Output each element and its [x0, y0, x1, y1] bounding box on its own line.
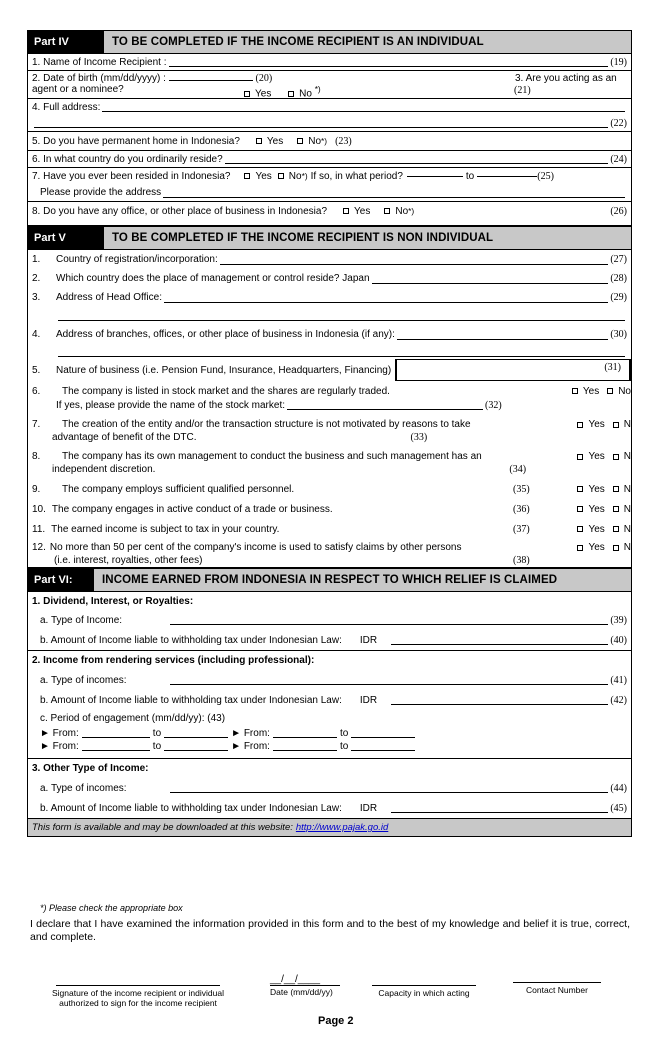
q-country-reside: 6. In what country do you ordinarily reside? (24)	[28, 150, 631, 167]
personnel-yes-checkbox[interactable]	[577, 486, 583, 492]
registration-country-input[interactable]	[220, 255, 609, 265]
country-reside-input[interactable]	[225, 154, 609, 164]
branches-input-2[interactable]	[58, 347, 625, 357]
branches-input[interactable]	[397, 330, 608, 340]
p6-s3b: b. Amount of Income liable to withholding tax under Indonesian Law: IDR (45)	[40, 802, 627, 814]
p5-q7: 7. The creation of the entity and/or the transaction structure is not motivated by reasons to take Yes N	[32, 419, 631, 430]
signature-block: Signature of the income recipient or individual authorized to sign for the income recipient	[48, 985, 228, 1008]
contact-block: Contact Number	[513, 982, 601, 995]
nature-business-input[interactable]: (31)	[395, 359, 631, 381]
q-resided: 7. Have you ever been resided in Indonesia? Yes No *) If so, in what period? to (25)	[28, 167, 631, 184]
resided-no-checkbox[interactable]	[278, 173, 284, 179]
trade-no-checkbox[interactable]	[613, 506, 619, 512]
head-office-input[interactable]	[164, 293, 608, 303]
p5-q5: 5. Nature of business (i.e. Pension Fund, Insurance, Headquarters, Financing) (31)	[28, 359, 631, 381]
part4-tag: Part IV	[28, 31, 104, 53]
p6-s3a: a. Type of incomes: (44)	[40, 782, 627, 794]
page-number: Page 2	[318, 1015, 354, 1027]
p5-q8: 8. The company has its own management to conduct the business and such management has an Yes N	[32, 451, 631, 462]
p6-s1: 1. Dividend, Interest, or Royalties:	[32, 595, 194, 607]
stock-market-input[interactable]	[287, 400, 483, 410]
q-address: 4. Full address:	[28, 98, 631, 115]
date-input[interactable]: __/__/____	[270, 974, 321, 985]
part5-body: 1. Country of registration/incorporation: (27) 2. Which country does the place of management or control reside? Japan (28) 3. Address of Head Office: (29) 4. Address of branches, offices, or other place of business in Indonesia (if any): (30) 5. Nature of business (i.e. Pension Fund, Insurance, Headquarters, Financing) (31) 6. The company is listed in stock market and the shares are regularly traded. Yes No If yes, please provide the name of the stock market: (32) 7. The creation of the entity and/or the transaction structure is not motivated by reasons to take Yes N advantage of benefit of the DTC. (33) 8. The company has its own management to conduct the business and such management has an Yes N independent discretion. (34) 9. The company employs sufficient qualified personnel. (35) Yes N 10. The company engages in active conduct of a trade or business. (36) Yes N 11. The earned income is subject to tax in your country. (37) Yes N 12. No more than 50 per cent of the company's income is used to satisfy claims by other persons Yes N (i.e. interest, royalties, other fees) (38)	[27, 249, 632, 568]
capacity-line[interactable]	[372, 985, 476, 986]
checkbox-note: *) Please check the appropriate box	[40, 903, 183, 913]
q-office: 8. Do you have any office, or other place of business in Indonesia? Yes No *) (26)	[28, 201, 631, 220]
other-type-input[interactable]	[170, 783, 608, 793]
p6-s1b: b. Amount of Income liable to withholding tax under Indonesian Law: IDR (40)	[40, 634, 627, 646]
listed-yes-checkbox[interactable]	[572, 388, 578, 394]
capacity-block: Capacity in which acting	[372, 985, 476, 998]
address-input-2[interactable]	[34, 118, 608, 128]
part5-header	[27, 226, 632, 249]
p6-s1a: a. Type of Income: (39)	[40, 614, 627, 626]
claims-yes-checkbox[interactable]	[577, 545, 583, 551]
trade-yes-checkbox[interactable]	[577, 506, 583, 512]
taxed-yes-checkbox[interactable]	[577, 526, 583, 532]
p5-q11: 11. The earned income is subject to tax in your country. (37) Yes N	[32, 523, 631, 535]
service-type-input[interactable]	[170, 675, 608, 685]
head-office-input-2[interactable]	[58, 311, 625, 321]
listed-no-checkbox[interactable]	[607, 388, 613, 394]
claims-no-checkbox[interactable]	[613, 545, 619, 551]
declaration: I declare that I have examined the information provided in this form and to the best of my knowledge and belief it is true, correct, and complete.	[30, 918, 630, 943]
to-input-1[interactable]	[164, 728, 228, 738]
personnel-no-checkbox[interactable]	[613, 486, 619, 492]
p6-s2: 2. Income from rendering services (including professional):	[28, 650, 631, 670]
service-amount-input[interactable]	[391, 695, 608, 705]
agent-yes-checkbox[interactable]	[244, 91, 250, 97]
resided-yes-checkbox[interactable]	[244, 173, 250, 179]
part6-header	[27, 568, 632, 591]
period-from-input[interactable]	[407, 176, 463, 177]
part4-title: TO BE COMPLETED IF THE INCOME RECIPIENT IS AN INDIVIDUAL	[112, 36, 484, 48]
dtc-no-checkbox[interactable]	[613, 422, 619, 428]
p6-s2a: a. Type of incomes: (41)	[40, 674, 627, 686]
name-input[interactable]	[169, 57, 609, 67]
from-input-4[interactable]	[273, 741, 337, 751]
p6-s3: 3. Other Type of Income:	[28, 758, 631, 778]
q-resided-address: Please provide the address	[28, 184, 631, 201]
dividend-type-input[interactable]	[170, 615, 608, 625]
part4-header	[27, 30, 632, 53]
from-input-1[interactable]	[82, 728, 150, 738]
p6-s2c: c. Period of engagement (mm/dd/yy): (43)	[40, 713, 226, 724]
period-row-2: ► From: to ► From: to	[28, 739, 631, 753]
signature-line[interactable]	[56, 985, 220, 986]
part6-body	[27, 591, 632, 819]
address-input[interactable]	[102, 102, 625, 112]
date-block: __/__/____ Date (mm/dd/yy)	[270, 974, 340, 997]
part4-body: 1. Name of Income Recipient : (19) 2. Date of birth (mm/dd/yyyy) : (20) 3. Are you acting as an agent or a nominee? Yes No *) (21) 4. Full address: (22) 5. Do you have permanent home in Indonesia? Yes No *) (23) 6. In what country do you ordinarily reside? (24) 7. Have you ever been resided in Indonesia? Yes No *) If so, in what period? to (25) Please provide the address 8. Do you have any office, or other place of business in Indonesia? Yes No *) (26)	[27, 53, 632, 226]
footer-bar: This form is available and may be downloaded at this website: http://www.pajak.go.id	[27, 819, 632, 837]
q-dob: 2. Date of birth (mm/dd/yyyy) : (20) 3. Are you acting as an agent or a nominee? Yes No *) (21)	[28, 70, 631, 98]
p5-q6: 6. The company is listed in stock market and the shares are regularly traded. Yes No	[32, 385, 631, 397]
office-yes-checkbox[interactable]	[343, 208, 349, 214]
to-input-4[interactable]	[351, 741, 415, 751]
p5-q2: 2. Which country does the place of management or control reside? Japan (28)	[32, 273, 627, 284]
p5-q9: 9. The company employs sufficient qualified personnel. (35) Yes N	[32, 483, 631, 495]
p5-q3: 3. Address of Head Office: (29)	[32, 292, 627, 303]
tax-form	[27, 30, 632, 837]
office-no-checkbox[interactable]	[384, 208, 390, 214]
home-yes-checkbox[interactable]	[256, 138, 262, 144]
management-country-input[interactable]	[372, 274, 609, 284]
to-input-3[interactable]	[164, 741, 228, 751]
dob-input[interactable]	[169, 80, 253, 81]
p5-q12: 12. No more than 50 per cent of the company's income is used to satisfy claims by other persons Yes N	[32, 542, 631, 553]
from-input-3[interactable]	[82, 741, 150, 751]
home-no-checkbox[interactable]	[297, 138, 303, 144]
other-amount-input[interactable]	[391, 803, 608, 813]
part6-title: INCOME EARNED FROM INDONESIA IN RESPECT TO WHICH RELIEF IS CLAIMED	[102, 574, 558, 586]
p5-q6-market: If yes, please provide the name of the stock market: (32)	[56, 399, 502, 411]
period-to-input[interactable]	[477, 176, 537, 177]
dividend-amount-input[interactable]	[391, 635, 608, 645]
p5-q10: 10. The company engages in active conduct of a trade or business. (36) Yes N	[32, 503, 631, 515]
management-no-checkbox[interactable]	[613, 454, 619, 460]
q-name: 1. Name of Income Recipient : (19)	[32, 56, 627, 68]
taxed-no-checkbox[interactable]	[613, 526, 619, 532]
q-permanent-home: 5. Do you have permanent home in Indonesia? Yes No *) (23)	[28, 131, 631, 150]
dtc-yes-checkbox[interactable]	[577, 422, 583, 428]
resided-address-input[interactable]	[163, 188, 625, 198]
p6-s2b: b. Amount of Income liable to withholding tax under Indonesian Law: IDR (42)	[40, 694, 627, 706]
management-yes-checkbox[interactable]	[577, 454, 583, 460]
p5-q4: 4. Address of branches, offices, or other place of business in Indonesia (if any): (30)	[32, 329, 627, 340]
from-input-2[interactable]	[273, 728, 337, 738]
website-link[interactable]: http://www.pajak.go.id	[295, 822, 389, 833]
period-row-1: ► From: to ► From: to	[28, 727, 631, 739]
to-input-2[interactable]	[351, 728, 415, 738]
part6-tag: Part VI:	[28, 569, 94, 591]
part5-title: TO BE COMPLETED IF THE INCOME RECIPIENT IS NON INDIVIDUAL	[112, 232, 494, 244]
part5-tag: Part V	[28, 227, 104, 249]
agent-no-checkbox[interactable]	[288, 91, 294, 97]
contact-line[interactable]	[513, 982, 601, 983]
p5-q1: 1. Country of registration/incorporation: (27)	[32, 254, 627, 265]
